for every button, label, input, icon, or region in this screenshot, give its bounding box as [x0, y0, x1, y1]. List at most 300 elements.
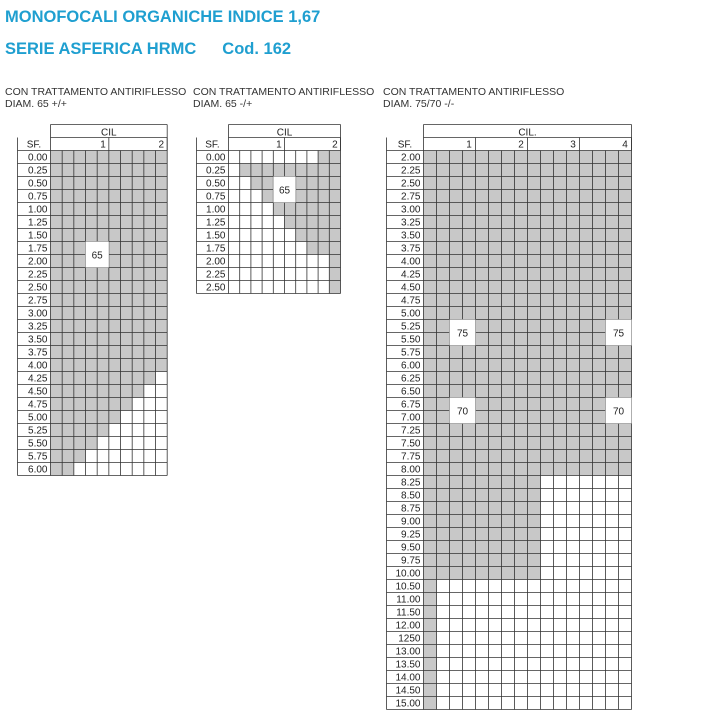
available-cell: [528, 554, 541, 567]
available-cell: [619, 151, 632, 164]
available-cell: [502, 320, 515, 333]
available-cell: [450, 255, 463, 268]
available-cell: [476, 255, 489, 268]
available-cell: [476, 424, 489, 437]
available-cell: [593, 229, 606, 242]
available-cell: [515, 164, 528, 177]
available-cell: [62, 319, 74, 332]
available-cell: [515, 424, 528, 437]
sf-row-label: 1.75: [28, 243, 48, 255]
available-cell: [424, 593, 437, 606]
available-cell: [424, 229, 437, 242]
sf-row-label: 4.00: [28, 360, 48, 372]
available-cell: [476, 515, 489, 528]
available-cell: [463, 190, 476, 203]
sf-row-label: 14.50: [395, 685, 421, 697]
available-cell: [606, 268, 619, 281]
available-cell: [437, 528, 450, 541]
available-cell: [489, 528, 502, 541]
available-cell: [541, 359, 554, 372]
available-cell: [86, 268, 98, 281]
available-cell: [476, 385, 489, 398]
available-cell: [437, 424, 450, 437]
available-cell: [502, 463, 515, 476]
available-cell: [593, 372, 606, 385]
available-cell: [502, 385, 515, 398]
available-cell: [489, 450, 502, 463]
available-cell: [251, 177, 262, 190]
available-cell: [62, 203, 74, 216]
available-cell: [567, 151, 580, 164]
available-cell: [528, 164, 541, 177]
available-cell: [515, 229, 528, 242]
product-code: Cod. 162: [222, 40, 292, 58]
cil-tick-label: 4: [622, 139, 628, 151]
available-cell: [424, 385, 437, 398]
available-cell: [580, 281, 593, 294]
available-cell: [273, 164, 284, 177]
available-cell: [476, 489, 489, 502]
available-cell: [580, 463, 593, 476]
available-cell: [144, 294, 156, 307]
available-cell: [424, 190, 437, 203]
available-cell: [463, 151, 476, 164]
available-cell: [502, 437, 515, 450]
available-cell: [262, 177, 273, 190]
sf-row-label: 4.25: [28, 373, 48, 385]
available-cell: [144, 242, 156, 255]
available-cell: [541, 268, 554, 281]
available-cell: [86, 177, 98, 190]
available-cell: [262, 164, 273, 177]
available-cell: [86, 423, 98, 436]
available-cell: [437, 476, 450, 489]
sf-row-label: 9.00: [401, 516, 421, 528]
available-cell: [121, 229, 133, 242]
available-cell: [528, 151, 541, 164]
available-cell: [109, 294, 121, 307]
available-cell: [463, 541, 476, 554]
available-cell: [121, 242, 133, 255]
available-cell: [144, 268, 156, 281]
available-cell: [156, 294, 168, 307]
available-cell: [296, 216, 307, 229]
available-cell: [619, 177, 632, 190]
available-cell: [424, 216, 437, 229]
available-cell: [515, 177, 528, 190]
available-cell: [424, 164, 437, 177]
available-cell: [593, 294, 606, 307]
available-cell: [109, 384, 121, 397]
available-cell: [156, 255, 168, 268]
available-cell: [619, 203, 632, 216]
available-cell: [463, 567, 476, 580]
available-cell: [424, 281, 437, 294]
available-cell: [144, 203, 156, 216]
sf-row-label: 8.00: [401, 464, 421, 476]
available-cell: [296, 229, 307, 242]
available-cell: [97, 281, 109, 294]
available-cell: [619, 242, 632, 255]
available-cell: [424, 437, 437, 450]
available-cell: [74, 449, 86, 462]
available-cell: [132, 177, 144, 190]
available-cell: [580, 229, 593, 242]
sf-row-label: 2.25: [28, 269, 48, 281]
available-cell: [515, 554, 528, 567]
cil-tick-label: 1: [276, 139, 282, 151]
available-cell: [541, 411, 554, 424]
available-cell: [437, 216, 450, 229]
available-cell: [541, 424, 554, 437]
available-cell: [450, 203, 463, 216]
available-cell: [97, 190, 109, 203]
available-cell: [528, 502, 541, 515]
available-cell: [97, 229, 109, 242]
available-cell: [424, 398, 437, 411]
available-cell: [437, 203, 450, 216]
available-cell: [489, 437, 502, 450]
available-cell: [296, 164, 307, 177]
sf-row-label: 1.25: [28, 217, 48, 229]
available-cell: [541, 463, 554, 476]
cil-column-header: CIL: [276, 127, 293, 139]
available-cell: [593, 359, 606, 372]
available-cell: [144, 371, 156, 384]
available-cell: [554, 203, 567, 216]
available-cell: [554, 385, 567, 398]
available-cell: [463, 437, 476, 450]
available-cell: [74, 306, 86, 319]
available-cell: [541, 294, 554, 307]
available-cell: [528, 372, 541, 385]
available-cell: [593, 177, 606, 190]
available-cell: [296, 177, 307, 190]
available-cell: [476, 294, 489, 307]
table-2-header: [193, 86, 374, 110]
available-cell: [541, 450, 554, 463]
available-cell: [121, 190, 133, 203]
available-cell: [619, 229, 632, 242]
available-cell: [251, 164, 262, 177]
available-cell: [489, 502, 502, 515]
available-cell: [97, 319, 109, 332]
available-cell: [437, 294, 450, 307]
sf-row-label: 2.50: [206, 282, 226, 294]
available-cell: [132, 371, 144, 384]
available-cell: [97, 410, 109, 423]
available-cell: [62, 190, 74, 203]
sf-row-label: 9.50: [401, 542, 421, 554]
available-cell: [541, 216, 554, 229]
available-cell: [424, 658, 437, 671]
available-cell: [285, 216, 296, 229]
available-cell: [554, 333, 567, 346]
available-cell: [606, 385, 619, 398]
table-1-header: [5, 86, 186, 110]
available-cell: [476, 216, 489, 229]
available-cell: [450, 216, 463, 229]
available-cell: [606, 437, 619, 450]
available-cell: [109, 397, 121, 410]
available-cell: [156, 358, 168, 371]
available-cell: [132, 384, 144, 397]
available-cell: [86, 216, 98, 229]
available-cell: [567, 281, 580, 294]
available-cell: [619, 372, 632, 385]
available-cell: [86, 229, 98, 242]
available-cell: [97, 203, 109, 216]
available-cell: [273, 203, 284, 216]
available-cell: [450, 502, 463, 515]
available-cell: [132, 203, 144, 216]
available-cell: [528, 229, 541, 242]
available-cell: [463, 554, 476, 567]
available-cell: [593, 268, 606, 281]
available-cell: [50, 268, 62, 281]
available-cell: [528, 398, 541, 411]
available-cell: [50, 319, 62, 332]
available-cell: [109, 190, 121, 203]
available-cell: [50, 177, 62, 190]
available-cell: [489, 190, 502, 203]
available-cell: [156, 203, 168, 216]
available-cell: [593, 255, 606, 268]
available-cell: [593, 411, 606, 424]
available-cell: [109, 255, 121, 268]
available-cell: [515, 255, 528, 268]
available-cell: [541, 346, 554, 359]
available-cell: [541, 190, 554, 203]
sf-row-label: 5.25: [401, 321, 421, 333]
available-cell: [489, 515, 502, 528]
sf-row-label: 4.25: [401, 269, 421, 281]
available-cell: [132, 319, 144, 332]
sf-row-label: 0.25: [206, 165, 226, 177]
available-cell: [50, 229, 62, 242]
available-cell: [329, 177, 340, 190]
available-cell: [541, 164, 554, 177]
series-title: [5, 40, 291, 59]
available-cell: [580, 164, 593, 177]
available-cell: [424, 606, 437, 619]
available-cell: [62, 345, 74, 358]
available-cell: [424, 359, 437, 372]
available-cell: [528, 359, 541, 372]
available-cell: [515, 294, 528, 307]
sf-row-label: 1.25: [206, 217, 226, 229]
available-cell: [554, 372, 567, 385]
available-cell: [580, 151, 593, 164]
available-cell: [515, 372, 528, 385]
available-cell: [121, 294, 133, 307]
sf-row-label: 1.00: [206, 204, 226, 216]
available-cell: [463, 203, 476, 216]
available-cell: [554, 437, 567, 450]
available-cell: [74, 436, 86, 449]
available-cell: [424, 294, 437, 307]
available-cell: [109, 371, 121, 384]
available-cell: [424, 424, 437, 437]
available-cell: [97, 177, 109, 190]
available-cell: [144, 229, 156, 242]
available-cell: [74, 203, 86, 216]
available-cell: [476, 541, 489, 554]
available-cell: [619, 385, 632, 398]
available-cell: [97, 216, 109, 229]
available-cell: [296, 203, 307, 216]
available-cell: [437, 463, 450, 476]
available-cell: [450, 385, 463, 398]
sf-row-label: 7.75: [401, 451, 421, 463]
available-cell: [567, 333, 580, 346]
available-cell: [476, 307, 489, 320]
available-cell: [74, 164, 86, 177]
available-cell: [619, 281, 632, 294]
available-cell: [528, 281, 541, 294]
sf-row-label: 6.50: [401, 386, 421, 398]
available-cell: [74, 423, 86, 436]
available-cell: [619, 255, 632, 268]
available-cell: [437, 268, 450, 281]
available-cell: [476, 437, 489, 450]
available-cell: [541, 242, 554, 255]
available-cell: [528, 177, 541, 190]
sf-row-label: 1250: [398, 633, 421, 645]
available-cell: [307, 164, 318, 177]
available-cell: [489, 268, 502, 281]
available-cell: [50, 384, 62, 397]
available-cell: [476, 476, 489, 489]
available-cell: [424, 567, 437, 580]
available-cell: [437, 346, 450, 359]
available-cell: [50, 371, 62, 384]
grid-svg: [196, 124, 341, 294]
available-cell: [156, 268, 168, 281]
available-cell: [156, 190, 168, 203]
available-cell: [132, 332, 144, 345]
available-cell: [567, 437, 580, 450]
available-cell: [515, 242, 528, 255]
available-cell: [463, 216, 476, 229]
available-cell: [489, 333, 502, 346]
available-cell: [567, 320, 580, 333]
available-cell: [144, 151, 156, 164]
treatment-label: CON TRATTAMENTO ANTIRIFLESSO: [5, 86, 187, 98]
available-cell: [156, 177, 168, 190]
available-cell: [606, 294, 619, 307]
available-cell: [424, 697, 437, 710]
available-cell: [528, 333, 541, 346]
available-cell: [424, 203, 437, 216]
sf-row-label: 6.75: [401, 399, 421, 411]
available-cell: [329, 151, 340, 164]
available-cell: [50, 281, 62, 294]
available-cell: [554, 424, 567, 437]
available-cell: [50, 436, 62, 449]
available-cell: [489, 229, 502, 242]
available-cell: [132, 306, 144, 319]
available-cell: [74, 229, 86, 242]
available-cell: [515, 216, 528, 229]
available-cell: [593, 281, 606, 294]
available-cell: [262, 190, 273, 203]
available-cell: [580, 242, 593, 255]
sf-row-label: 1.50: [28, 230, 48, 242]
available-cell: [424, 476, 437, 489]
available-cell: [606, 242, 619, 255]
available-cell: [424, 515, 437, 528]
available-cell: [144, 164, 156, 177]
available-cell: [132, 294, 144, 307]
available-cell: [329, 164, 340, 177]
available-cell: [489, 203, 502, 216]
available-cell: [489, 463, 502, 476]
available-cell: [502, 411, 515, 424]
sf-row-label: 9.75: [401, 555, 421, 567]
sf-row-label: 3.50: [401, 230, 421, 242]
sf-row-label: 0.75: [28, 191, 48, 203]
available-cell: [528, 255, 541, 268]
available-cell: [567, 242, 580, 255]
available-cell: [74, 177, 86, 190]
available-cell: [606, 307, 619, 320]
available-cell: [606, 203, 619, 216]
available-cell: [593, 333, 606, 346]
available-cell: [554, 320, 567, 333]
available-cell: [619, 294, 632, 307]
available-cell: [476, 398, 489, 411]
diameter-badge: 70: [612, 406, 625, 418]
available-cell: [109, 229, 121, 242]
available-cell: [476, 372, 489, 385]
available-cell: [593, 424, 606, 437]
available-cell: [502, 372, 515, 385]
available-cell: [121, 332, 133, 345]
available-cell: [541, 151, 554, 164]
available-cell: [109, 268, 121, 281]
available-cell: [515, 437, 528, 450]
available-cell: [97, 423, 109, 436]
available-cell: [424, 489, 437, 502]
available-cell: [515, 359, 528, 372]
sf-row-label: 5.75: [28, 451, 48, 463]
available-cell: [502, 567, 515, 580]
available-cell: [450, 476, 463, 489]
available-cell: [463, 502, 476, 515]
available-cell: [554, 177, 567, 190]
available-cell: [593, 190, 606, 203]
available-cell: [502, 177, 515, 190]
available-cell: [318, 216, 329, 229]
available-cell: [121, 151, 133, 164]
available-cell: [606, 216, 619, 229]
available-cell: [318, 190, 329, 203]
available-cell: [450, 450, 463, 463]
available-cell: [502, 541, 515, 554]
available-cell: [156, 229, 168, 242]
available-cell: [62, 358, 74, 371]
available-cell: [580, 320, 593, 333]
available-cell: [97, 294, 109, 307]
available-cell: [567, 398, 580, 411]
available-cell: [515, 346, 528, 359]
available-cell: [121, 216, 133, 229]
available-cell: [476, 554, 489, 567]
available-cell: [86, 436, 98, 449]
available-cell: [593, 164, 606, 177]
available-cell: [463, 476, 476, 489]
